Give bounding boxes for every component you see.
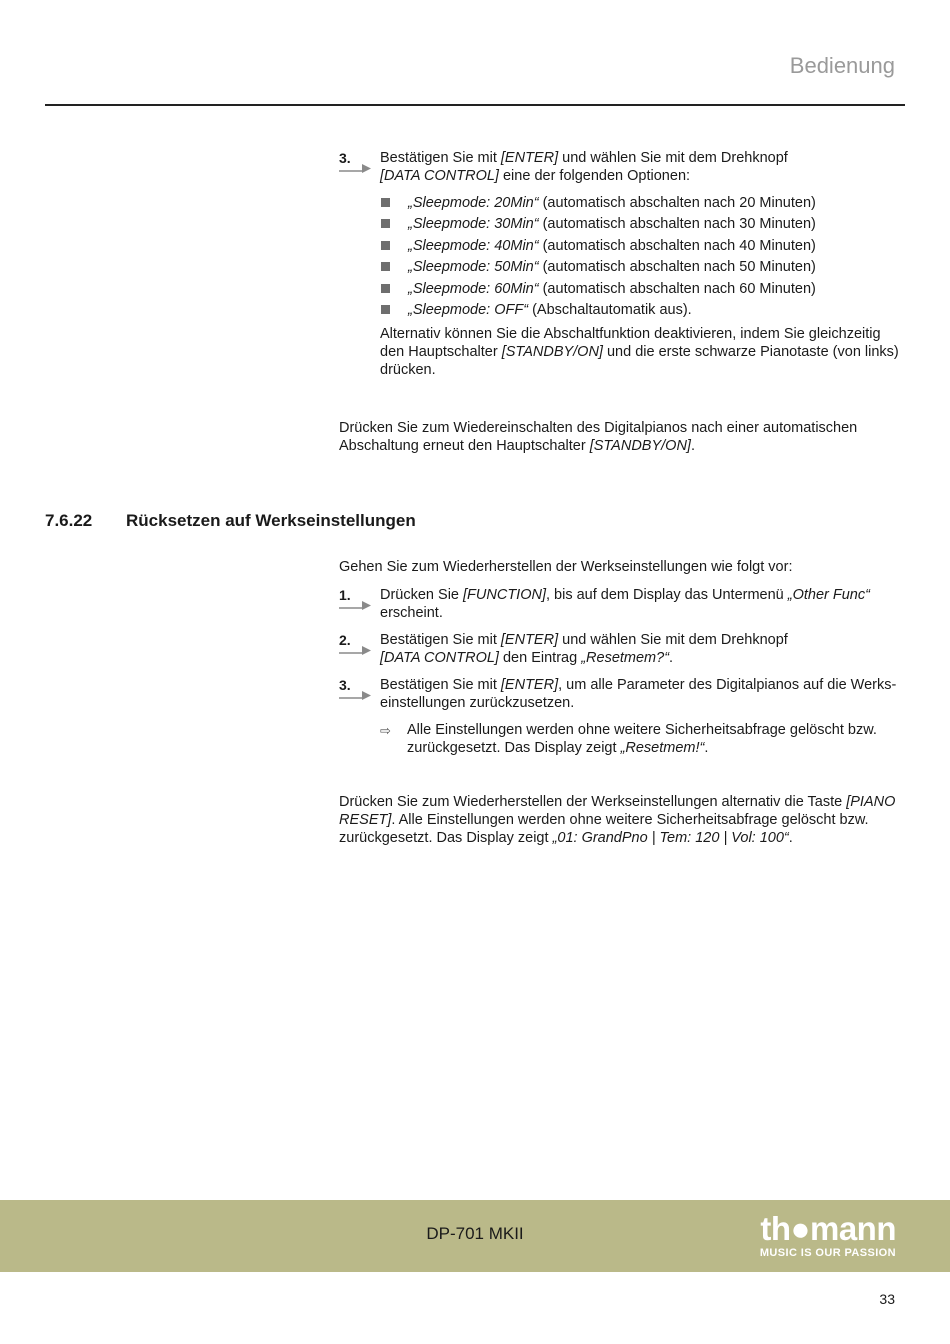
section-number: 7.6.22: [45, 511, 93, 530]
step-3-sleepmode: [339, 149, 905, 185]
step-text: Drücken Sie [FUNCTION], bis auf dem Display das Untermenü „Other Func“ erscheint.: [380, 587, 870, 621]
alternative-reset-paragraph: Drücken Sie zum Wiederherstellen der Werkseinstellungen alternativ die Taste [PIANO RESET]. Alle Einstellungen werden ohne weitere Sicherheitsabfrage gelöscht bzw. zurückgesetzt. Das Display zeigt „01: GrandPno | Tem: 120 | Vol: 100“.: [339, 794, 896, 846]
step-arrow-icon: [339, 600, 371, 610]
logo-tagline: MUSIC IS OUR PASSION: [759, 1247, 896, 1259]
intro-text: Gehen Sie zum Wiederherstellen der Werkseinstellungen wie folgt vor:: [339, 559, 793, 575]
step-text: Bestätigen Sie mit [ENTER], um alle Parameter des Digitalpianos auf die Werkseinstellungen zurückzusetzen.: [380, 677, 897, 711]
step-arrow-icon: [339, 163, 371, 173]
step-arrow-icon: [339, 645, 371, 655]
step-number: 1.: [339, 587, 351, 603]
step-3-reset: [339, 676, 905, 712]
square-bullet-icon: [381, 262, 390, 271]
result-arrow-icon: ⇨: [380, 723, 391, 738]
list-item: „Sleepmode: 40Min“ (automatisch abschalten nach 40 Minuten): [380, 237, 905, 255]
list-item: „Sleepmode: 60Min“ (automatisch abschalten nach 60 Minuten): [380, 280, 905, 298]
product-model: DP-701 MKII: [426, 1224, 524, 1243]
step-number: 3.: [339, 677, 351, 693]
step-arrow-icon: [339, 690, 371, 700]
section-heading: [45, 510, 416, 532]
alternative-note: Alternativ können Sie die Abschaltfunktion deaktivieren, indem Sie gleichzeitig den Hauptschalter [STANDBY/ON] und die erste schwarze Pianotaste (von links) drücken.: [380, 325, 899, 378]
sleepmode-options-list: [339, 194, 905, 319]
step-text: Bestätigen Sie mit [ENTER] und wählen Sie mit dem Drehknopf [DATA CONTROL] den Eintrag „Resetmem?“.: [380, 632, 788, 666]
step-number: 3.: [339, 150, 351, 166]
list-item: „Sleepmode: 30Min“ (automatisch abschalten nach 30 Minuten): [380, 215, 905, 233]
list-item: „Sleepmode: 50Min“ (automatisch abschalten nach 50 Minuten): [380, 258, 905, 276]
result-text: Alle Einstellungen werden ohne weitere Sicherheitsabfrage gelöscht bzw. zurückgesetzt. Das Display zeigt „Resetmem!“.: [407, 722, 877, 756]
step-text: Bestätigen Sie mit [ENTER] und wählen Sie mit dem Drehknopf [DATA CONTROL] eine der folgenden Optionen:: [380, 150, 788, 184]
step-result: [339, 721, 905, 757]
thomann-logo: th●mann: [760, 1210, 896, 1247]
reenable-paragraph: Drücken Sie zum Wiedereinschalten des Digitalpianos nach einer automatischen Abschaltung erneut den Hauptschalter [STANDBY/ON].: [339, 420, 858, 454]
step-1-reset: [339, 586, 905, 622]
square-bullet-icon: [381, 305, 390, 314]
page-header-title: Bedienung: [789, 53, 895, 78]
reset-instructions: [339, 558, 905, 757]
section-title: Rücksetzen auf Werkseinstellungen: [126, 511, 416, 530]
step-2-reset: [339, 631, 905, 667]
square-bullet-icon: [381, 219, 390, 228]
list-item: „Sleepmode: OFF“ (Abschaltautomatik aus).: [380, 301, 905, 319]
page-number: 33: [879, 1291, 895, 1307]
list-item: „Sleepmode: 20Min“ (automatisch abschalten nach 20 Minuten): [380, 194, 905, 212]
header-rule: [45, 104, 905, 106]
square-bullet-icon: [381, 198, 390, 207]
square-bullet-icon: [381, 284, 390, 293]
square-bullet-icon: [381, 241, 390, 250]
step-number: 2.: [339, 632, 351, 648]
sleepmode-step-block: [339, 149, 905, 379]
